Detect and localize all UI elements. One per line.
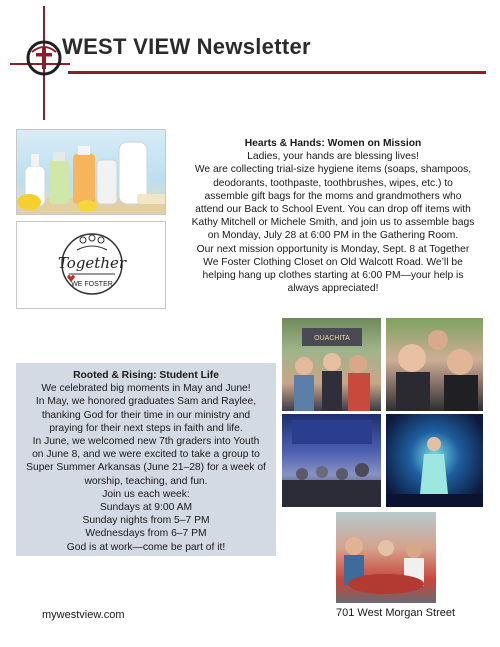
youth-photo-worship [282,414,381,507]
article-line: We are collecting trial-size hygiene items (soaps, shampoos, [194,164,472,176]
article-line: assemble gift bags for the moms and grandmothers who [204,190,462,202]
newsletter-masthead [62,34,311,60]
article-line: deodorants, toothpaste, toothbrushes, wipes, etc.) to [213,177,453,189]
rooted-rising-box [16,363,276,556]
footer-website: mywestview.com [42,609,125,621]
masthead-newsletter-word: Newsletter [196,34,311,59]
campus-sign-text: OUACHITA [314,335,350,342]
article-line: We celebrated big moments in May and June! [41,383,251,395]
article-line: Super Summer Arkansas (June 21–28) for a week of [26,462,266,474]
footer-address: 701 West Morgan Street [336,607,456,619]
header-rule [68,71,486,74]
article-line: In May, we honored graduates Sam and Raylee, [35,396,257,408]
church-cross-logo [10,2,90,122]
article-line: Sundays at 9:00 AM [99,502,193,514]
article-line: God is at work—come be part of it! [66,541,226,553]
rooted-rising-heading: Rooted & Rising: Student Life [73,370,219,381]
article-line: on Monday, July 28 at 6:00 PM in the Gathering Room. [207,230,459,242]
article-line: Kathy Mitchell or Michele Smith, and join us to assemble bags [191,217,475,229]
article-line: thanking God for their time in our ministry and [41,409,251,421]
youth-photo-campus-sign [282,318,381,411]
toiletries-photo [16,129,166,215]
article-line: praying for their next steps in faith and life. [49,422,243,434]
article-line: In June, we welcomed new 7th graders into Youth [32,436,260,448]
article-line: We Foster Clothing Closet on Old Walcott Road. We’ll be [203,256,463,268]
together-we-foster-logo [16,221,166,309]
youth-photo-selfie [386,318,483,411]
article-line: Ladies, your hands are blessing lives! [247,151,419,163]
hearts-hands-article [174,137,492,295]
hearts-hands-heading: Hearts & Hands: Women on Mission [244,138,422,149]
article-line: on June 8, and we were excited to take a group to [32,449,260,461]
youth-photo-stage [386,414,483,507]
article-line: always appreciated! [287,283,379,295]
article-line: attend our Back to School Event. You can drop off items with [195,204,471,216]
article-line: Join us each week: [102,488,190,500]
masthead-church-name: WEST VIEW [62,34,191,59]
article-line: Wednesdays from 6–7 PM [85,528,207,540]
article-line: Sunday nights from 5–7 PM [82,515,210,527]
article-line: worship, teaching, and fun. [84,475,208,487]
article-line: Our next mission opportunity is Monday, Sept. 8 at Together [196,243,470,255]
youth-photo-restaurant [336,512,436,603]
we-foster-text: WE FOSTER [71,281,113,288]
article-line: helping hang up clothes starting at 6:00 PM—your help is [202,270,464,282]
together-script: Together [57,254,127,272]
